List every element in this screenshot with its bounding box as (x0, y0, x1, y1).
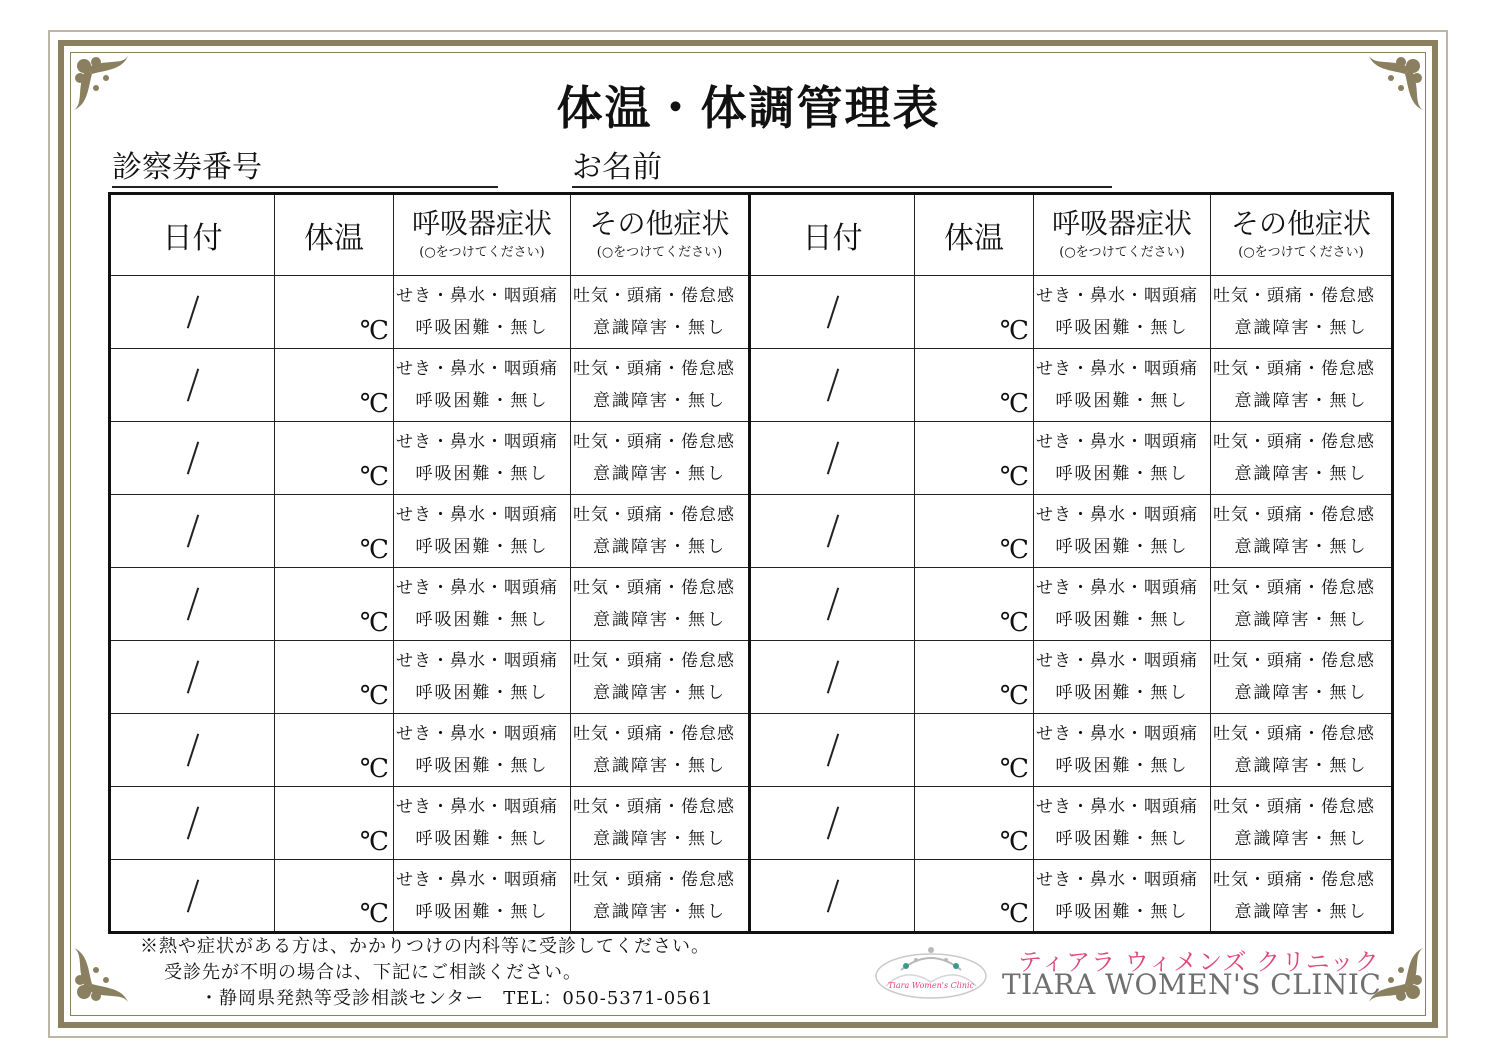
symptom-options: 呼吸困難・無し (1055, 901, 1189, 922)
symptom-options: 意識障害・無し (593, 829, 726, 849)
date-separator (826, 734, 838, 767)
date-separator (826, 588, 838, 621)
other-symptoms-cell[interactable] (1211, 495, 1393, 568)
symptom-options: 吐気・頭痛・倦怠感 (1213, 359, 1375, 379)
symptom-options: 意識障害・無し (1234, 683, 1368, 703)
logo-text: Tiara Women's Clinic (887, 981, 975, 990)
page-title: 体温・体調管理表 (556, 81, 941, 135)
other-symptoms-cell[interactable] (571, 568, 750, 641)
header-date-label: 日付 (802, 221, 863, 256)
symptom-options: 吐気・頭痛・倦怠感 (1213, 724, 1375, 744)
other-symptoms-cell[interactable] (571, 787, 750, 860)
temperature-cell[interactable] (275, 714, 394, 787)
symptom-options: せき・鼻水・咽頭痛 (1036, 578, 1198, 598)
symptom-options: 意識障害・無し (1234, 318, 1368, 338)
date-separator (186, 661, 198, 694)
respiratory-symptoms-cell[interactable] (394, 495, 571, 568)
corner-ornament-icon (66, 940, 136, 1010)
symptom-options: 吐気・頭痛・倦怠感 (1213, 286, 1375, 306)
respiratory-symptoms-cell[interactable] (1034, 714, 1211, 787)
celsius-unit: ℃ (359, 389, 389, 419)
date-separator (826, 296, 838, 329)
other-symptoms-cell[interactable] (571, 495, 750, 568)
date-separator (826, 879, 838, 912)
symptom-options: せき・鼻水・咽頭痛 (1036, 286, 1198, 306)
other-symptoms-cell[interactable] (1211, 714, 1393, 787)
header-other-label: その他症状 (1230, 207, 1371, 240)
date-separator (186, 807, 198, 840)
symptom-options: せき・鼻水・咽頭痛 (1036, 797, 1198, 817)
symptom-options: 呼吸困難・無し (415, 537, 549, 557)
symptom-options: 意識障害・無し (1234, 391, 1368, 411)
date-separator (826, 369, 838, 402)
tiara-logo-icon (866, 936, 996, 1006)
date-separator (186, 369, 198, 402)
symptom-options: 意識障害・無し (1234, 537, 1368, 557)
date-cell[interactable] (750, 276, 915, 349)
date-separator (826, 442, 838, 475)
symptom-options: 吐気・頭痛・倦怠感 (1213, 651, 1375, 671)
table-row (110, 349, 1393, 422)
respiratory-symptoms-cell[interactable] (394, 787, 571, 860)
date-separator (186, 588, 198, 621)
symptom-options: 呼吸困難・無し (1055, 756, 1189, 776)
respiratory-symptoms-cell[interactable] (394, 349, 571, 422)
symptom-options: 意識障害・無し (593, 756, 726, 776)
header-circle-note: (○をつけてください) (1238, 245, 1364, 260)
symptom-options: 意識障害・無し (593, 610, 726, 630)
name-field[interactable] (572, 142, 1112, 188)
symptom-options: 呼吸困難・無し (1055, 610, 1189, 630)
respiratory-symptoms-cell[interactable] (1034, 422, 1211, 495)
other-symptoms-cell[interactable] (1211, 276, 1393, 349)
symptom-options: せき・鼻水・咽頭痛 (396, 724, 558, 744)
clinic-name-jp: ティアラ ウィメンズ クリニック (1018, 948, 1380, 976)
date-separator (186, 442, 198, 475)
date-cell[interactable] (750, 641, 915, 714)
table-row (110, 860, 1393, 933)
other-symptoms-cell[interactable] (571, 276, 750, 349)
symptom-options: 吐気・頭痛・倦怠感 (573, 869, 735, 890)
symptom-options: 意識障害・無し (1234, 610, 1368, 630)
date-cell[interactable] (750, 568, 915, 641)
temperature-cell[interactable] (915, 276, 1034, 349)
symptom-options: 呼吸困難・無し (415, 391, 549, 411)
symptom-options: 意識障害・無し (593, 683, 726, 703)
celsius-unit: ℃ (999, 754, 1029, 784)
symptom-options: せき・鼻水・咽頭痛 (396, 869, 558, 890)
temperature-cell[interactable] (915, 349, 1034, 422)
header-temp (275, 194, 394, 276)
clinic-name-en: TIARA WOMEN'S CLINIC (1002, 968, 1382, 1001)
temperature-cell[interactable] (915, 495, 1034, 568)
header-temp-label: 体温 (944, 221, 1004, 256)
note-line: ・静岡県発熱等受診相談センター TEL：050-5371-0561 (200, 988, 714, 1009)
symptom-options: 吐気・頭痛・倦怠感 (573, 359, 735, 379)
header-resp-label: 呼吸器症状 (1051, 207, 1192, 240)
celsius-unit: ℃ (359, 899, 389, 929)
celsius-unit: ℃ (999, 899, 1029, 929)
header-resp-label: 呼吸器症状 (411, 207, 552, 240)
date-separator (186, 734, 198, 767)
date-separator (826, 661, 838, 694)
table-row (110, 495, 1393, 568)
symptom-options: 吐気・頭痛・倦怠感 (573, 578, 735, 598)
symptom-options: 呼吸困難・無し (1055, 464, 1189, 484)
celsius-unit: ℃ (999, 316, 1029, 346)
celsius-unit: ℃ (359, 535, 389, 565)
temperature-cell[interactable] (915, 422, 1034, 495)
temperature-cell[interactable] (915, 787, 1034, 860)
other-symptoms-cell[interactable] (571, 860, 750, 933)
symptom-options: 吐気・頭痛・倦怠感 (1213, 797, 1375, 817)
date-cell[interactable] (110, 641, 275, 714)
table-header-row (110, 194, 1393, 276)
header-circle-note: (○をつけてください) (419, 245, 545, 260)
symptom-options: せき・鼻水・咽頭痛 (396, 432, 558, 452)
symptom-options: せき・鼻水・咽頭痛 (1036, 359, 1198, 379)
date-separator (186, 515, 198, 548)
symptom-options: 呼吸困難・無し (415, 901, 549, 922)
date-separator (826, 515, 838, 548)
date-cell[interactable] (110, 568, 275, 641)
header-other-label: その他症状 (589, 207, 730, 240)
symptom-options: 呼吸困難・無し (415, 829, 549, 849)
celsius-unit: ℃ (999, 608, 1029, 638)
other-symptoms-cell[interactable] (571, 641, 750, 714)
temperature-cell[interactable] (915, 641, 1034, 714)
symptom-options: せき・鼻水・咽頭痛 (396, 578, 558, 598)
temperature-cell[interactable] (275, 787, 394, 860)
table-row (110, 787, 1393, 860)
temperature-cell[interactable] (275, 349, 394, 422)
header-date (110, 194, 275, 276)
other-symptoms-cell[interactable] (571, 422, 750, 495)
header-temp-label: 体温 (304, 221, 364, 256)
health-log-table (108, 192, 1394, 934)
celsius-unit: ℃ (359, 462, 389, 492)
header-date (750, 194, 915, 276)
date-cell[interactable] (110, 422, 275, 495)
respiratory-symptoms-cell[interactable] (1034, 495, 1211, 568)
note-line: 受診先が不明の場合は、下記にご相談ください。 (164, 962, 582, 983)
respiratory-symptoms-cell[interactable] (394, 276, 571, 349)
temperature-cell[interactable] (275, 568, 394, 641)
symptom-options: 吐気・頭痛・倦怠感 (573, 651, 735, 671)
symptom-options: せき・鼻水・咽頭痛 (396, 797, 558, 817)
symptom-options: 呼吸困難・無し (1055, 391, 1189, 411)
symptom-options: せき・鼻水・咽頭痛 (396, 359, 558, 379)
card-number-field[interactable] (112, 142, 498, 188)
header-other (1211, 194, 1393, 276)
celsius-unit: ℃ (359, 827, 389, 857)
symptom-options: せき・鼻水・咽頭痛 (1036, 432, 1198, 452)
symptom-options: 意識障害・無し (593, 901, 726, 922)
temperature-cell[interactable] (275, 422, 394, 495)
symptom-options: 呼吸困難・無し (1055, 537, 1189, 557)
header-circle-note: (○をつけてください) (596, 245, 723, 260)
symptom-options: 意識障害・無し (593, 318, 726, 338)
celsius-unit: ℃ (999, 462, 1029, 492)
symptom-options: せき・鼻水・咽頭痛 (396, 651, 558, 671)
table-row (110, 422, 1393, 495)
respiratory-symptoms-cell[interactable] (1034, 860, 1211, 933)
respiratory-symptoms-cell[interactable] (394, 568, 571, 641)
other-symptoms-cell[interactable] (1211, 422, 1393, 495)
header-temp (915, 194, 1034, 276)
respiratory-symptoms-cell[interactable] (1034, 787, 1211, 860)
symptom-options: 意識障害・無し (1234, 829, 1368, 849)
date-cell[interactable] (110, 787, 275, 860)
symptom-options: 呼吸困難・無し (415, 610, 549, 630)
symptom-options: 吐気・頭痛・倦怠感 (573, 797, 735, 817)
symptom-options: 吐気・頭痛・倦怠感 (573, 286, 735, 306)
symptom-options: 呼吸困難・無し (415, 756, 549, 776)
temperature-cell[interactable] (275, 276, 394, 349)
symptom-options: 呼吸困難・無し (1055, 683, 1189, 703)
respiratory-symptoms-cell[interactable] (1034, 641, 1211, 714)
celsius-unit: ℃ (999, 535, 1029, 565)
symptom-options: 呼吸困難・無し (1055, 829, 1189, 849)
symptom-options: 呼吸困難・無し (1055, 318, 1189, 338)
date-cell[interactable] (750, 787, 915, 860)
date-separator (826, 807, 838, 840)
symptom-options: 吐気・頭痛・倦怠感 (573, 432, 735, 452)
celsius-unit: ℃ (359, 608, 389, 638)
date-cell[interactable] (110, 714, 275, 787)
symptom-options: せき・鼻水・咽頭痛 (1036, 505, 1198, 525)
symptom-options: 呼吸困難・無し (415, 683, 549, 703)
table-row (110, 714, 1393, 787)
celsius-unit: ℃ (359, 754, 389, 784)
temperature-cell[interactable] (915, 568, 1034, 641)
symptom-options: せき・鼻水・咽頭痛 (1036, 724, 1198, 744)
table-row (110, 276, 1393, 349)
other-symptoms-cell[interactable] (571, 349, 750, 422)
header-date-label: 日付 (162, 221, 223, 256)
temperature-cell[interactable] (275, 860, 394, 933)
symptom-options: 吐気・頭痛・倦怠感 (1213, 505, 1375, 525)
celsius-unit: ℃ (359, 681, 389, 711)
header-resp (1034, 194, 1211, 276)
date-separator (186, 296, 198, 329)
symptom-options: 呼吸困難・無し (415, 318, 549, 338)
date-cell[interactable] (750, 422, 915, 495)
respiratory-symptoms-cell[interactable] (1034, 276, 1211, 349)
other-symptoms-cell[interactable] (1211, 568, 1393, 641)
symptom-options: 意識障害・無し (593, 391, 726, 411)
symptom-options: 意識障害・無し (1234, 464, 1368, 484)
celsius-unit: ℃ (999, 827, 1029, 857)
header-resp (394, 194, 571, 276)
date-cell[interactable] (110, 349, 275, 422)
header-other (571, 194, 750, 276)
date-separator (186, 879, 198, 912)
table-row (110, 568, 1393, 641)
respiratory-symptoms-cell[interactable] (394, 860, 571, 933)
other-symptoms-cell[interactable] (1211, 787, 1393, 860)
respiratory-symptoms-cell[interactable] (394, 641, 571, 714)
other-symptoms-cell[interactable] (1211, 860, 1393, 933)
temperature-cell[interactable] (275, 495, 394, 568)
name-label: お名前 (572, 150, 662, 185)
symptom-options: せき・鼻水・咽頭痛 (396, 505, 558, 525)
symptom-options: 意識障害・無し (1234, 901, 1368, 922)
temperature-cell[interactable] (915, 860, 1034, 933)
symptom-options: 吐気・頭痛・倦怠感 (1213, 432, 1375, 452)
date-cell[interactable] (110, 495, 275, 568)
date-cell[interactable] (750, 714, 915, 787)
temperature-cell[interactable] (275, 641, 394, 714)
respiratory-symptoms-cell[interactable] (1034, 349, 1211, 422)
other-symptoms-cell[interactable] (1211, 641, 1393, 714)
respiratory-symptoms-cell[interactable] (394, 714, 571, 787)
table-row (110, 641, 1393, 714)
card-number-label: 診察券番号 (112, 150, 262, 185)
celsius-unit: ℃ (999, 681, 1029, 711)
date-cell[interactable] (750, 860, 915, 933)
celsius-unit: ℃ (999, 389, 1029, 419)
notes (140, 934, 714, 1012)
symptom-options: せき・鼻水・咽頭痛 (1036, 651, 1198, 671)
date-cell[interactable] (750, 349, 915, 422)
respiratory-symptoms-cell[interactable] (394, 422, 571, 495)
celsius-unit: ℃ (359, 316, 389, 346)
symptom-options: 吐気・頭痛・倦怠感 (1213, 578, 1375, 598)
note-line: ※熱や症状がある方は、かかりつけの内科等に受診してください。 (140, 936, 710, 957)
symptom-options: 意識障害・無し (1234, 756, 1368, 776)
symptom-options: 呼吸困難・無し (415, 464, 549, 484)
temperature-cell[interactable] (915, 714, 1034, 787)
date-cell[interactable] (750, 495, 915, 568)
respiratory-symptoms-cell[interactable] (1034, 568, 1211, 641)
symptom-options: せき・鼻水・咽頭痛 (396, 286, 558, 306)
other-symptoms-cell[interactable] (571, 714, 750, 787)
symptom-options: 意識障害・無し (593, 537, 726, 557)
date-cell[interactable] (110, 276, 275, 349)
other-symptoms-cell[interactable] (1211, 349, 1393, 422)
header-circle-note: (○をつけてください) (1059, 245, 1185, 260)
symptom-options: 吐気・頭痛・倦怠感 (573, 505, 735, 525)
symptom-options: 吐気・頭痛・倦怠感 (573, 724, 735, 744)
symptom-options: 吐気・頭痛・倦怠感 (1213, 869, 1375, 890)
symptom-options: 意識障害・無し (593, 464, 726, 484)
date-cell[interactable] (110, 860, 275, 933)
symptom-options: せき・鼻水・咽頭痛 (1036, 869, 1198, 890)
